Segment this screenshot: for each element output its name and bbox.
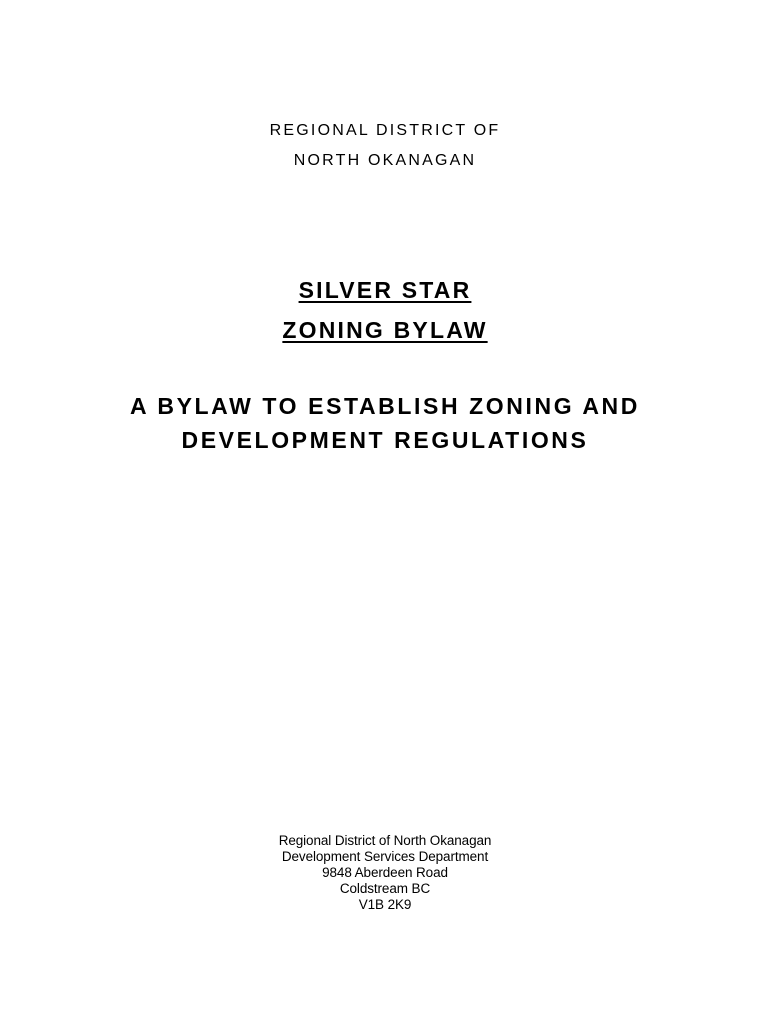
address-line-1: Regional District of North Okanagan bbox=[278, 833, 492, 848]
document-subtitle-line-2: DEVELOPMENT REGULATIONS bbox=[181, 427, 589, 453]
document-title-text-1: SILVER STAR bbox=[298, 277, 472, 303]
org-name-line-1: REGIONAL DISTRICT OF bbox=[269, 122, 501, 139]
address-line-5: V1B 2K9 bbox=[358, 897, 412, 912]
document-title-line-2 bbox=[0, 317, 770, 344]
org-name-line-2: NORTH OKANAGAN bbox=[293, 152, 477, 169]
document-title-text-2: ZONING BYLAW bbox=[282, 317, 488, 343]
address-line-3: 9848 Aberdeen Road bbox=[322, 865, 448, 880]
document-subtitle-line-1: A BYLAW TO ESTABLISH ZONING AND bbox=[130, 393, 640, 419]
address-line-4: Coldstream BC bbox=[339, 881, 431, 896]
address-line-2: Development Services Department bbox=[281, 849, 489, 864]
document-title-line-1 bbox=[0, 277, 770, 304]
